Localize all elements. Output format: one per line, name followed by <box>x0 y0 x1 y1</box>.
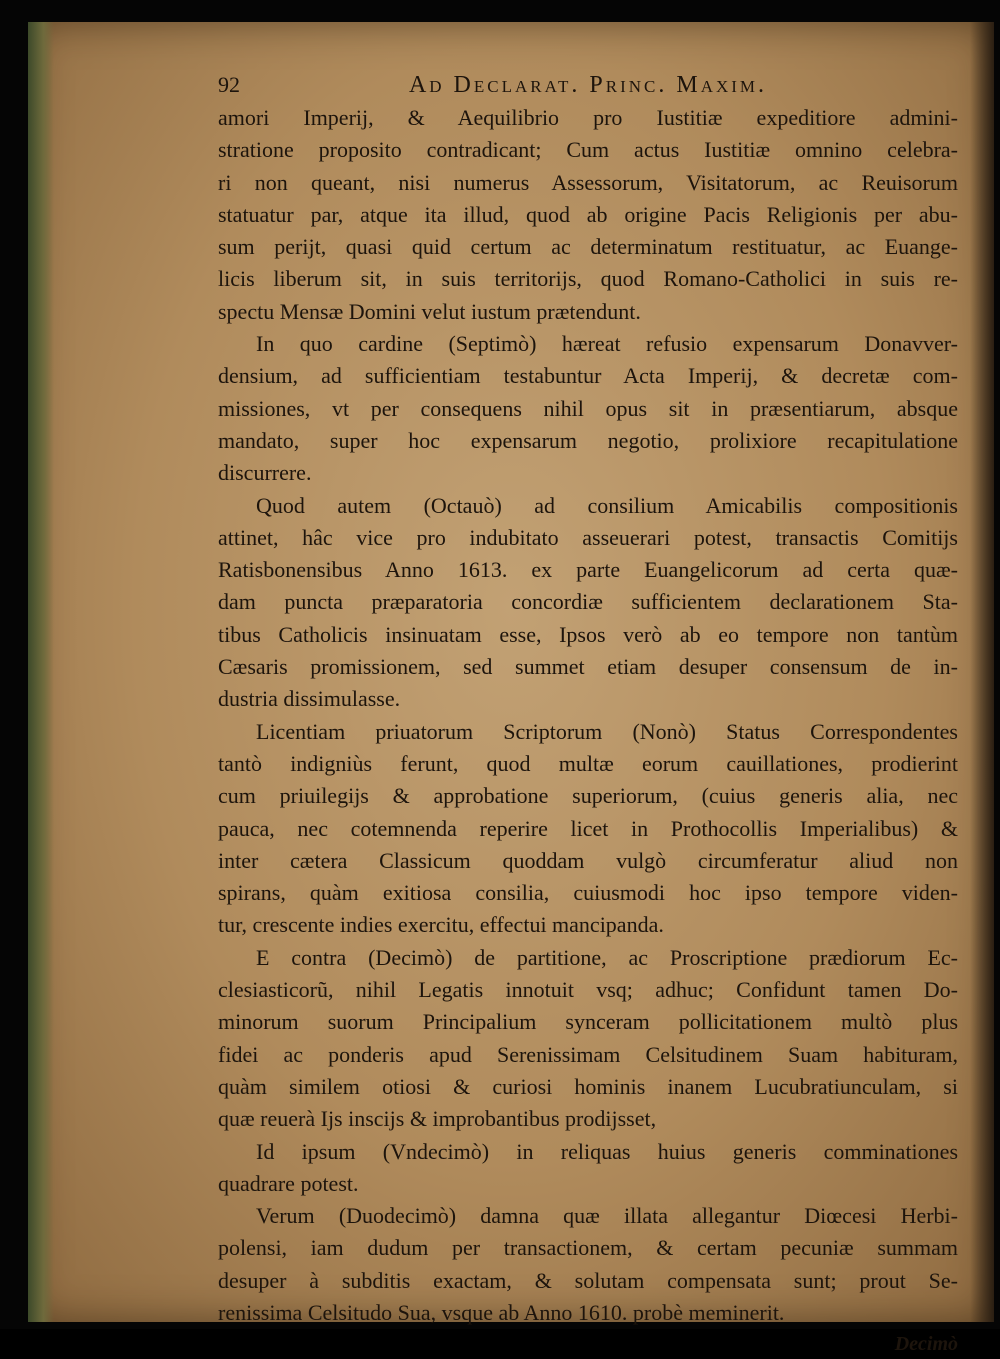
text-line: Ratisbonensibus Anno 1613. ex parte Euangelicorum ad certa quæ- <box>218 557 958 583</box>
book-gutter <box>28 22 54 1322</box>
text-line: E contra (Decimò) de partitione, ac Proscriptione prædiorum Ec- <box>256 944 958 970</box>
text-line: missiones, vt per consequens nihil opus sit in præsentiarum, absque <box>218 395 958 421</box>
catchword: Decimò <box>894 1333 958 1356</box>
page-number: 92 <box>218 72 240 97</box>
text-line: tibus Catholicis insinuatam esse, Ipsos verò ab eo tempore non tantùm <box>218 621 958 647</box>
text-line: statuatur par, atque ita illud, quod ab origine Pacis Religionis per abu- <box>218 201 958 227</box>
text-line: polensi, iam dudum per transactionem, & certam pecuniæ summam <box>218 1235 958 1261</box>
text-line: inter cætera Classicum quoddam vulgò circumferatur aliud non <box>218 847 958 873</box>
text-line: quadrare potest. <box>218 1170 359 1196</box>
text-line: fidei ac ponderis apud Serenissimam Celsitudinem Suam habituram, <box>218 1041 958 1067</box>
text-line: discurrere. <box>218 460 312 486</box>
text-line: mandato, super hoc expensarum negotio, prolixiore recapitulatione <box>218 427 958 453</box>
text-line: pauca, nec cotemnenda reperire licet in Prothocollis Imperialibus) & <box>218 815 958 841</box>
text-line: Verum (Duodecimò) damna quæ illata allegantur Diœcesi Herbi- <box>256 1203 958 1229</box>
page-text <box>218 72 958 1359</box>
text-line: desuper à subditis exactam, & solutam compensata sunt; prout Se- <box>218 1267 958 1293</box>
text-line: quàm similem otiosi & curiosi hominis inanem Lucubratiunculam, si <box>218 1073 958 1099</box>
text-line: quæ reuerà Ijs inscijs & improbantibus prodijsset, <box>218 1106 657 1132</box>
running-head-title: Ad Declarat. Princ. Maxim. <box>408 72 768 98</box>
text-line: sum perijt, quasi quid certum ac determinatum restituatur, ac Euange- <box>218 234 958 260</box>
text-line: minorum suorum Principalium synceram pollicitationem multò plus <box>218 1009 958 1035</box>
text-line: ri non queant, nisi numerus Assessorum, Visitatorum, ac Reuisorum <box>218 169 958 195</box>
text-line: cum priuilegijs & approbatione superiorum, (cuius generis alia, nec <box>218 783 958 809</box>
text-line: amori Imperij, & Aequilibrio pro Iustitiæ expeditiore admini- <box>218 105 958 130</box>
text-line: In quo cardine (Septimò) hæreat refusio expensarum Donavver- <box>256 331 958 357</box>
text-line: densium, ad sufficientiam testabuntur Acta Imperij, & decretæ com- <box>218 363 958 389</box>
text-line: tantò indigniùs ferunt, quod multæ eorum cauillationes, prodierint <box>218 750 958 776</box>
text-line: Cæsaris promissionem, sed summet etiam desuper consensum de in- <box>218 654 958 680</box>
text-line: renissima Celsitudo Sua, vsque ab Anno 1610. probè meminerit. <box>218 1299 785 1325</box>
text-line: stratione proposito contradicant; Cum actus Iustitiæ omnino celebra- <box>218 137 958 163</box>
text-line: spirans, quàm exitiosa consilia, cuiusmodi hoc ipso tempore viden- <box>218 880 958 906</box>
text-line: dam puncta præparatoria concordiæ sufficientem declarationem Sta- <box>218 589 958 615</box>
text-line: Quod autem (Octauò) ad consilium Amicabilis compositionis <box>256 492 958 518</box>
page-edge-shadow <box>970 22 994 1322</box>
text-line: dustria dissimulasse. <box>218 686 401 712</box>
running-header <box>218 72 958 102</box>
text-line: tur, crescente indies exercitu, effectui mancipanda. <box>218 912 664 938</box>
text-line: Licentiam priuatorum Scriptorum (Nonò) Status Correspondentes <box>256 718 958 744</box>
text-line: Id ipsum (Vndecimò) in reliquas huius generis comminationes <box>256 1138 958 1164</box>
text-line: spectu Mensæ Domini velut iustum prætendunt. <box>218 298 641 324</box>
text-line: attinet, hâc vice pro indubitato asseuerari potest, transactis Comitijs <box>218 524 958 550</box>
text-line: licis liberum sit, in suis territorijs, quod Romano-Catholici in suis re- <box>218 266 958 292</box>
text-line: clesiasticorũ, nihil Legatis innotuit vsq; adhuc; Confidunt tamen Do- <box>218 977 958 1003</box>
